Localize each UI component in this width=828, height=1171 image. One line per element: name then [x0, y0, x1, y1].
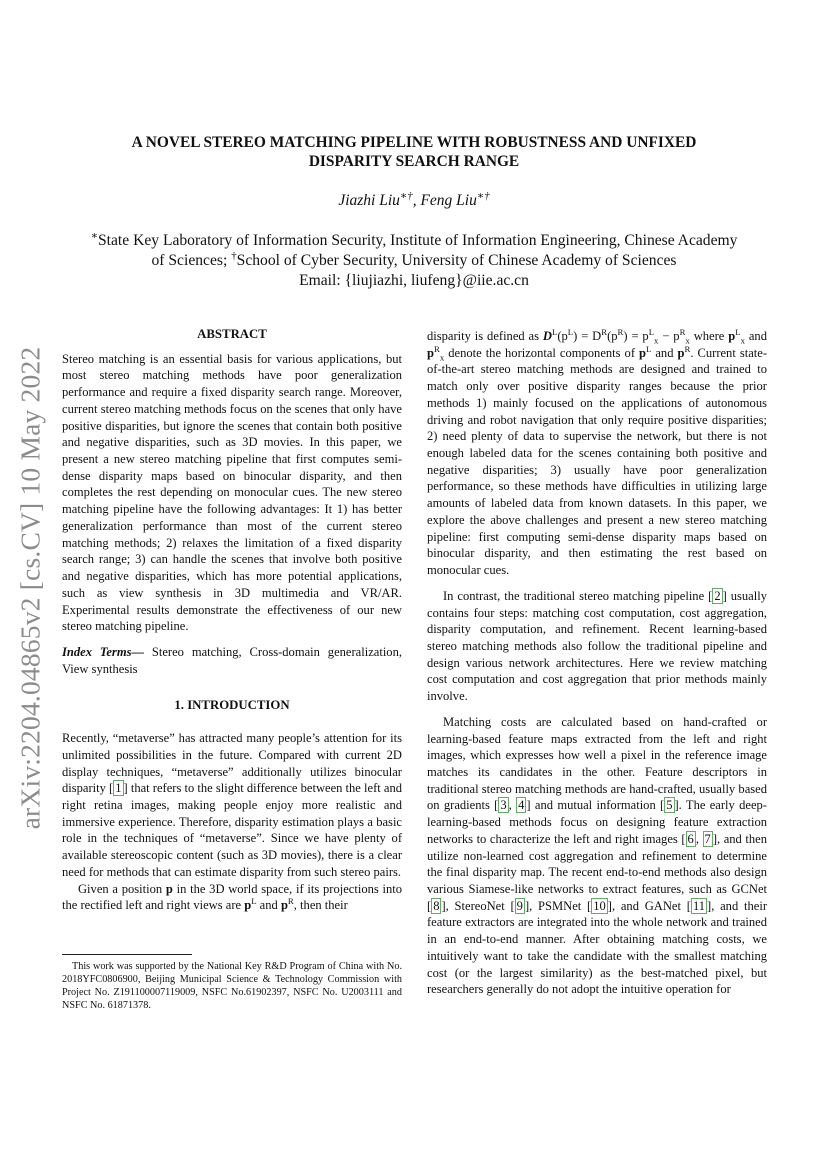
citation-link[interactable]: 8: [433, 898, 440, 913]
footnote-text: This work was supported by the National Key R&D Program of China with No. 2018YFC0806900, Beijing Municipal Science & Technology Commission with Project No. Z191100007119009, NSFC No.61902397, NSFC No. U2003111 and NSFC No. 61871378.: [62, 961, 402, 1011]
citation-link[interactable]: 7: [704, 831, 711, 846]
citation-link[interactable]: 6: [687, 831, 694, 846]
author-list: [90, 189, 738, 210]
title-line-1: A NOVEL STEREO MATCHING PIPELINE WITH ROBUSTNESS AND UNFIXED: [131, 134, 697, 151]
disparity-formula: $D^L(p^L) = D^R(p^R) = p^L_x - p^R_x$: [542, 326, 690, 346]
abstract-text: Stereo matching is an essential basis for various applications, but most stereo matching methods have poor generalization performance and require a fixed disparity search range. Moreover, current stereo matching methods focus on the scenes that only have positive disparities, but ignore the scenes that contain both positive and negative disparities, such as 3D movies. In this paper, we present a new stereo matching pipeline that first computes semi-dense disparity maps based on binocular disparity, and then completes the rest depending on monocular cues. The new stereo matching pipeline have the following advantages: It 1) has better generalization performance than most of the current stereo matching methods; 2) relaxes the limitation of a fixed disparity search range; 3) can handle the scenes that involve both positive and negative disparities, which has more potential applications, such as view synthesis in 3D multimedia and VR/AR. Experimental results demonstrate the effectiveness of our new stereo matching pipeline.: [62, 351, 402, 634]
body-paragraph-pipeline: In contrast, the traditional stereo matching pipeline [ 2 ] usually contains four steps: matching cost computation, cost aggregation, disparity computation, and refinement. Recent learning-based stereo matching methods also follow the traditional pipeline and design various network architectures. Here we review matching cost computation and cost aggregation that prior methods mainly involve.: [427, 588, 767, 704]
author-email: Email: {liujiazhi, liufeng}@iie.ac.cn: [299, 272, 529, 289]
left-column: [62, 326, 402, 914]
citation-link[interactable]: 3: [500, 798, 507, 813]
author-name: Jiazhi Liu: [338, 192, 400, 209]
citation-link[interactable]: 9: [516, 898, 523, 913]
paper-title: [90, 133, 738, 171]
citation-link[interactable]: 10: [593, 898, 606, 913]
affil-mark: †: [231, 249, 237, 262]
index-terms: [62, 644, 402, 677]
affil-mark: ∗: [90, 229, 98, 242]
author-separator: ,: [412, 192, 421, 209]
citation-link[interactable]: 5: [666, 798, 673, 813]
citation-link[interactable]: 4: [518, 798, 525, 813]
affiliation-line-2: of Sciences; †School of Cyber Security, University of Chinese Academy of Sciences: [151, 249, 677, 269]
body-paragraph-matching-costs: Matching costs are calculated based on hand-crafted or learning-based feature maps extracted from the left and right images, which expresses how well a pixel in the reference image matches its candidates in the other. Feature descriptors in traditional stereo matching methods are hand-crafted, usually based on gradients [ 3 , 4 ] and mutual information [ 5 ]. The early deep-learning-based methods focus on designing feature extraction networks to characterize the left and right images [ 6 , 7 ], and then utilize non-learned cost aggregation and refinement to determine the final disparity map. The recent end-to-end methods also design various Siamese-like networks to extract features, such as GCNet [ 8 ], StereoNet [ 9 ], PSMNet [ 10 ], and GANet [ 11 ], and their feature extractors are integrated into the whole network and trained in an end-to-end manner. After obtaining matching costs, we intuitively want to take the candidate with the smallest matching cost (or the largest similarity) as the best-matched pixel, but researchers generally do not adopt the intuitive operation for: [427, 714, 767, 997]
footnote-rule: [62, 954, 192, 955]
index-terms-label: Index Terms—: [62, 644, 145, 659]
affiliation-line-1: ∗State Key Laboratory of Information Security, Institute of Information Engineering, Chinese Academy: [90, 229, 738, 249]
affiliations: [90, 231, 738, 291]
intro-paragraph-2: Given a position p in the 3D world space, if its projections into the rectified left and right views are $p^L$ and $p^R$, then their: [62, 881, 403, 913]
citation-link[interactable]: 1: [115, 781, 122, 796]
title-line-2: DISPARITY SEARCH RANGE: [308, 153, 520, 170]
author-affil-mark: ∗†: [476, 189, 490, 202]
introduction-heading: 1. INTRODUCTION: [174, 698, 290, 713]
funding-footnote: [62, 954, 402, 1012]
body-paragraph-disparity: disparity is defined as $D^L(p^L) = D^R(p^R) = p^L_x - p^R_x$ where $p^L_x$ and $p^R_x$ denote the horizontal components of $p^L$ and $p^R$. Current state-of-the-art stereo matching methods are designed and trained to match only over positive disparity ranges because the prior methods 1) mainly focused on the applications of autonomous driving and robot navigation that only require positive disparities; 2) need plenty of data to supervise the network, but there is not enough labeled data for the scenes containing both positive and negative disparities; 3) usually have poor generalization performance, so these methods have difficulties in utilizing large amounts of labeled data from known datasets. In this paper, we explore the above challenges and present a new stereo matching pipeline: first computing semi-dense disparity maps based on binocular disparity, and then estimating the rest based on monocular cues.: [427, 326, 767, 578]
citation-link[interactable]: 11: [692, 898, 706, 913]
author-affil-mark: ∗†: [399, 189, 413, 202]
arxiv-sidebar-stamp: [6, 325, 54, 850]
index-terms-text: Stereo matching, Cross-domain generalization, View synthesis: [62, 644, 402, 676]
abstract-heading: ABSTRACT: [197, 327, 267, 341]
right-column: [427, 328, 767, 998]
intro-paragraph-1: Recently, “metaverse” has attracted many people’s attention for its unlimited possibilities in the future. Compared with current 2D display techniques, “metaverse” additionally utilizes binocular disparity [ 1 ] that refers to the slight difference between the left and right retina images, making people enjoy more realistic and immersive experience. Therefore, disparity estimation plays a basic role in the techniques of “metaverse”. Since we have plenty of available stereoscopic content (such as 3D movies), there is a clear need for methods that can estimate disparity from such stereo pairs.: [62, 731, 402, 879]
arxiv-id: arXiv:2204.04865v2 [cs.CV] 10 May 2022: [14, 346, 45, 829]
author-name: Feng Liu: [420, 192, 477, 209]
citation-link[interactable]: 2: [714, 588, 721, 603]
